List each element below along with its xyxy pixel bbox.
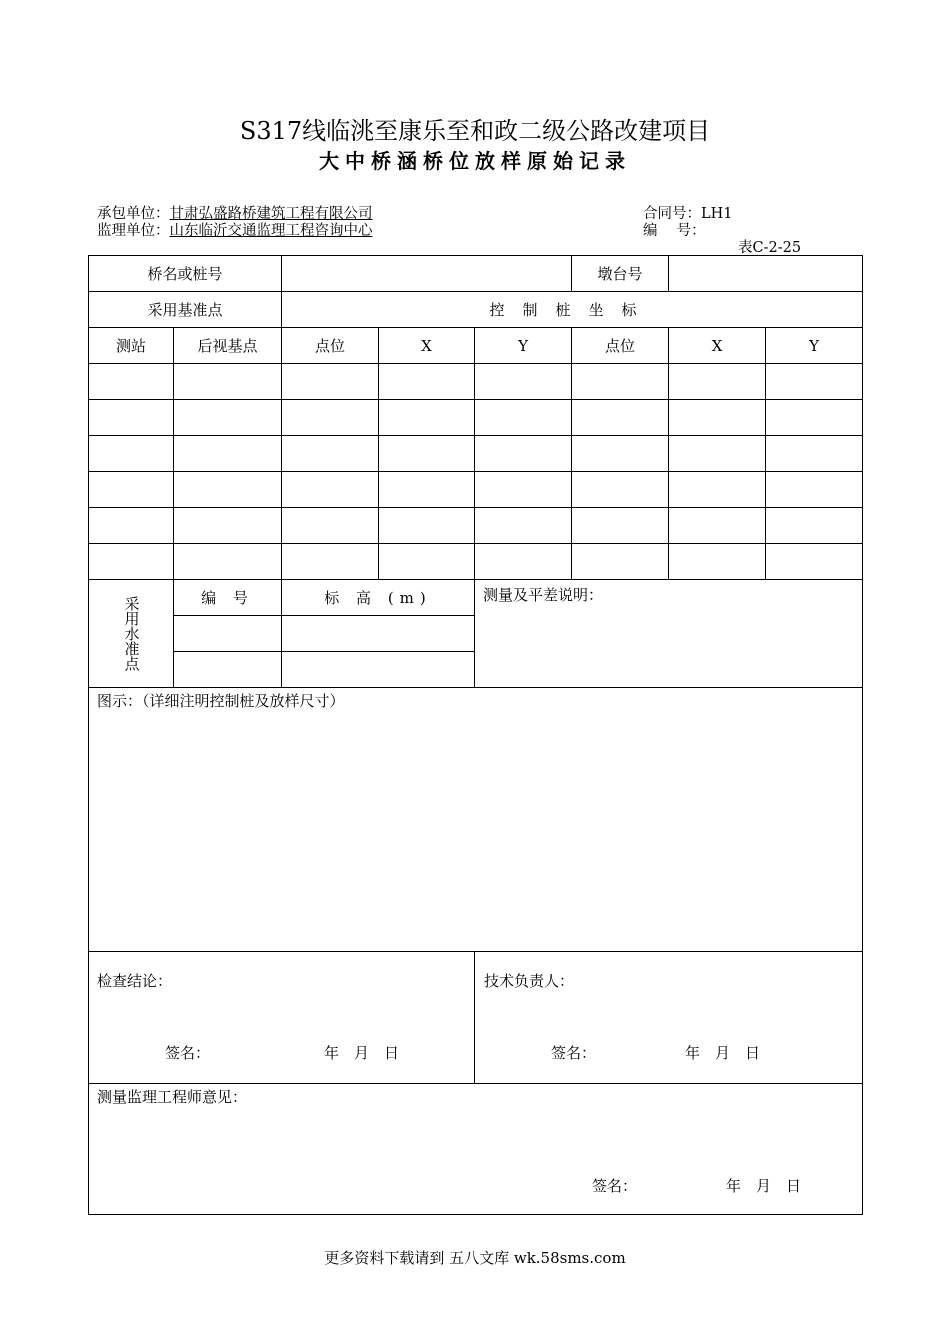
contractor-label: 承包单位： [97, 206, 170, 222]
col-y-1: Y [475, 328, 572, 364]
tech-lead-label: 技术负责人： [484, 972, 575, 990]
level-elev-label: 标 高 (m) [282, 580, 475, 616]
diagram-cell[interactable] [89, 688, 863, 952]
table-row [89, 472, 863, 508]
measure-note-label: 测量及平差说明： [483, 586, 604, 604]
check-sign-label: 签名： [165, 1044, 211, 1062]
level-point-label: 采用水准点 [89, 580, 174, 688]
survey-record-table [88, 255, 863, 1215]
measure-note-cell[interactable] [475, 580, 863, 688]
footer-text: 更多资料下载请到 五八文库 wk.58sms.com [324, 1249, 626, 1267]
control-coord-label: 控制桩坐标 [282, 292, 863, 328]
form-number: 表C-2-25 [738, 240, 802, 256]
table-row [89, 544, 863, 580]
supervisor-value: 山东临沂交通监理工程咨询中心 [169, 223, 373, 239]
bridge-row [89, 256, 863, 292]
bridge-name-field[interactable] [282, 256, 572, 292]
document-subtitle: 大中桥涵桥位放样原始记录 [319, 149, 631, 173]
table-row [89, 400, 863, 436]
diagram-label: 图示：（详细注明控制桩及放样尺寸） [97, 692, 345, 710]
diagram-row [89, 688, 863, 952]
pier-label: 墩台号 [572, 256, 669, 292]
datum-label: 采用基准点 [89, 292, 282, 328]
tech-sign-label: 签名： [551, 1044, 597, 1062]
supervisor-line [97, 219, 373, 240]
tech-lead-cell[interactable] [475, 952, 863, 1084]
engineer-sign-label: 签名： [592, 1177, 638, 1195]
check-date-label: 年 月 日 [324, 1044, 400, 1062]
col-backsight: 后视基点 [174, 328, 282, 364]
serial-number: 编 号： [643, 223, 706, 239]
engineer-opinion-cell[interactable] [89, 1084, 863, 1215]
col-point-1: 点位 [282, 328, 379, 364]
engineer-opinion-label: 测量监理工程师意见： [97, 1088, 248, 1106]
pier-field[interactable] [669, 256, 863, 292]
column-header-row [89, 328, 863, 364]
level-no-label: 编 号 [174, 580, 282, 616]
level-header-row [89, 580, 863, 616]
check-conclusion-cell[interactable] [89, 952, 475, 1084]
col-x-1: X [379, 328, 475, 364]
datum-row [89, 292, 863, 328]
engineer-date-label: 年 月 日 [726, 1177, 802, 1195]
col-station: 测站 [89, 328, 174, 364]
signoff-row [89, 952, 863, 1084]
contract-number: 合同号：LH1 [643, 206, 733, 222]
table-row [89, 508, 863, 544]
bridge-name-label: 桥名或桩号 [89, 256, 282, 292]
engineer-row [89, 1084, 863, 1215]
check-conclusion-label: 检查结论： [97, 972, 173, 990]
col-y-2: Y [766, 328, 863, 364]
table-row [89, 436, 863, 472]
contractor-value: 甘肃弘盛路桥建筑工程有限公司 [169, 206, 373, 222]
col-point-2: 点位 [572, 328, 669, 364]
table-row [89, 364, 863, 400]
document-title: S317线临洮至康乐至和政二级公路改建项目 [239, 117, 711, 145]
col-x-2: X [669, 328, 766, 364]
supervisor-label: 监理单位： [97, 223, 170, 239]
tech-date-label: 年 月 日 [685, 1044, 761, 1062]
